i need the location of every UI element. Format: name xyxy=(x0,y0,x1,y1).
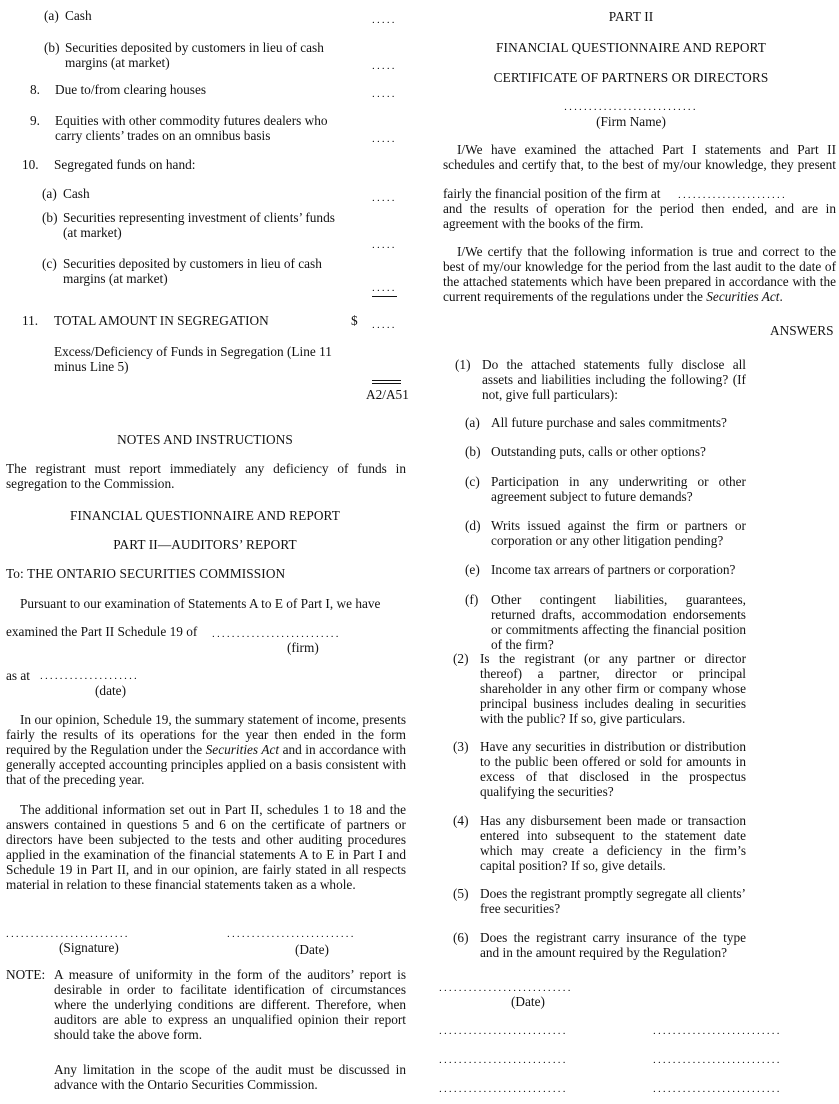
amount-field[interactable]: ..... xyxy=(372,239,397,251)
certify-paragraph-1c: and the results of operation for the period then ended, and are in agreement with the books of the firm. xyxy=(443,201,836,231)
item-label: 9. xyxy=(30,113,40,128)
item-text: TOTAL AMOUNT IN SEGREGATION xyxy=(54,313,269,328)
question-number: (1) xyxy=(455,357,471,372)
question-text: Other contingent liabilities, guarantees, returned drafts, accommodation endorsements or commitments affecting the financial position of the firm? xyxy=(491,592,746,652)
certify-paragraph-1b: fairly the financial position of the firm at xyxy=(443,186,661,201)
certify-act: Securities Act xyxy=(706,289,780,304)
item-label: (b) xyxy=(42,210,58,225)
question-number: (2) xyxy=(453,651,469,666)
item-text: minus Line 5) xyxy=(54,359,129,374)
firm-name-field[interactable]: ........................... xyxy=(564,101,698,113)
examined-text: examined the Part II Schedule 19 of xyxy=(6,624,198,639)
certificate-date-caption: (Date) xyxy=(511,994,545,1009)
question-number: (c) xyxy=(465,474,480,489)
item-text: Due to/from clearing houses xyxy=(55,82,207,97)
question-text: Has any disbursement been made or transaction entered into subsequent to the statement date which may create a deficiency in the firm’s capital position? If so, give details. xyxy=(480,813,746,873)
notes-text: The registrant must report immediately any deficiency of funds in segregation to the Commission. xyxy=(6,461,406,491)
item-text: Cash xyxy=(63,186,90,201)
item-text: Securities representing investment of clients’ funds xyxy=(63,210,335,225)
item-text: margins (at market) xyxy=(63,271,168,286)
signature-date-field[interactable]: .......................... xyxy=(227,928,356,940)
item-label: 8. xyxy=(30,82,40,97)
auditors-report-heading: PART II—AUDITORS’ REPORT xyxy=(113,537,297,552)
amount-field[interactable]: ..... xyxy=(372,60,397,72)
addressee: To: THE ONTARIO SECURITIES COMMISSION xyxy=(6,566,286,581)
currency-symbol: $ xyxy=(351,313,358,328)
opinion-act: Securities Act xyxy=(205,742,280,757)
additional-info-paragraph: The additional information set out in Part II, schedules 1 to 18 and the answers contained in questions 5 and 6 on the certificate of partners or directors have been subjected to the tests and other auditing procedures applied in the examination of the financial statements A to E in Part I and Schedule 19 in Part II, and in our opinion, are fairly stated in all respects material in relation to these financial statements taken as a whole. xyxy=(6,802,406,892)
item-label: (b) xyxy=(44,40,60,55)
question-number: (6) xyxy=(453,930,469,945)
date-field[interactable]: .................... xyxy=(40,670,139,682)
item-label: 11. xyxy=(22,313,39,328)
question-number: (f) xyxy=(465,592,479,607)
signature-field[interactable]: ......................... xyxy=(6,928,130,940)
signature-line-right-1[interactable]: .......................... xyxy=(653,1025,782,1037)
form-code: A2/A51 xyxy=(366,387,409,402)
total-amount-field[interactable]: ..... xyxy=(372,319,397,331)
certificate-date-field[interactable]: ........................... xyxy=(439,982,573,994)
signature-line-right-3[interactable]: .......................... xyxy=(653,1083,782,1095)
as-at-label: as at xyxy=(6,668,30,683)
item-text: Excess/Deficiency of Funds in Segregation (Line 11 xyxy=(54,344,332,359)
item-text: Securities deposited by customers in lieu of cash xyxy=(65,40,324,55)
item-text: (at market) xyxy=(63,225,122,240)
opinion-text-2: and in accordance with generally accepted accounting principles applied on a basis consistent with that of the preceding year. xyxy=(6,742,406,787)
question-number: (4) xyxy=(453,813,469,828)
firm-field[interactable]: .......................... xyxy=(212,628,341,640)
question-text: Writs issued against the firm or partners or corporation or any other litigation pending? xyxy=(491,518,746,548)
certify-paragraph-2: I/We certify that the following information is true and correct to the best of my/our knowledge for the period from the last audit to the date of the attached statements which have been prepared in accordance with the current requirements of the regulations under the Securities Act. xyxy=(443,244,836,304)
double-underline xyxy=(372,380,401,384)
item-text: Cash xyxy=(65,8,92,23)
signature-line-left-2[interactable]: .......................... xyxy=(439,1054,568,1066)
note-label: NOTE: xyxy=(6,967,46,982)
item-text: Securities deposited by customers in lieu of cash xyxy=(63,256,322,271)
opinion-paragraph xyxy=(6,712,406,787)
opinion-text-1: In our opinion, Schedule 19, the summary statement of income, presents fairly the results of its operations for the year then ended in the form required by the Regulation under the xyxy=(6,712,406,757)
question-number: (e) xyxy=(465,562,480,577)
amount-field[interactable]: ..... xyxy=(372,133,397,145)
item-label: (c) xyxy=(42,256,57,271)
note-text-2: Any limitation in the scope of the audit must be discussed in advance with the Ontario Securities Commission. xyxy=(54,1062,406,1092)
question-text: Outstanding puts, calls or other options? xyxy=(491,444,706,459)
item-label: (a) xyxy=(44,8,59,23)
note-text-1: A measure of uniformity in the form of the auditors’ report is desirable in order to facilitate identification of circumstances where the underlying conditions are different. Therefore, when auditors are able to express an unqualified opinion their report should take the above form. xyxy=(54,967,406,1042)
question-text: Does the registrant carry insurance of the type and in the amount required by the Regulation? xyxy=(480,930,746,960)
question-text: Income tax arrears of partners or corporation? xyxy=(491,562,736,577)
firm-name-caption: (Firm Name) xyxy=(596,114,666,129)
question-text: Participation in any underwriting or other agreement subject to future demands? xyxy=(491,474,746,504)
certify-paragraph-1a: I/We have examined the attached Part I statements and Part II schedules and certify that, to the best of my/our knowledge, they present xyxy=(443,142,836,172)
answers-label: ANSWERS xyxy=(770,323,834,338)
certificate-heading: CERTIFICATE OF PARTNERS OR DIRECTORS xyxy=(493,70,769,85)
question-number: (b) xyxy=(465,444,481,459)
item-text: margins (at market) xyxy=(65,55,170,70)
part-heading: PART II xyxy=(608,9,654,24)
signature-date-caption: (Date) xyxy=(295,942,329,957)
question-text: Does the registrant promptly segregate all clients’ free securities? xyxy=(480,886,746,916)
question-number: (3) xyxy=(453,739,469,754)
item-label: 10. xyxy=(22,157,39,172)
notes-heading: NOTES AND INSTRUCTIONS xyxy=(117,432,293,447)
question-number: (5) xyxy=(453,886,469,901)
item-text: Segregated funds on hand: xyxy=(54,157,196,172)
amount-field[interactable]: ..... xyxy=(372,88,397,100)
pursuant-text: Pursuant to our examination of Statements A to E of Part I, we have xyxy=(20,596,381,611)
amount-field[interactable]: ..... xyxy=(372,281,397,297)
date-caption: (date) xyxy=(95,683,127,698)
question-number: (d) xyxy=(465,518,481,533)
question-text: Do the attached statements fully disclose all assets and liabilities including the following? (If not, give full particulars): xyxy=(482,357,746,402)
signature-caption: (Signature) xyxy=(59,940,119,955)
position-date-field[interactable]: ...................... xyxy=(678,189,787,201)
certify-text-2: I/We certify that the following information is true and correct to the best of my/our knowledge for the period from the last audit to the date of the attached statements which have been prepared in accordance with the current requirements of the regulations under the xyxy=(443,244,836,304)
item-text: Equities with other commodity futures dealers who xyxy=(55,113,328,128)
question-text: Have any securities in distribution or distribution to the public been offered or sold for amounts in excess of that disclosed in the prospectus qualifying the securities? xyxy=(480,739,746,799)
question-number: (a) xyxy=(465,415,480,430)
item-text: carry clients’ trades on an omnibus basis xyxy=(55,128,271,143)
fq-heading: FINANCIAL QUESTIONNAIRE AND REPORT xyxy=(70,508,340,523)
signature-line-right-2[interactable]: .......................... xyxy=(653,1054,782,1066)
fq-heading-right: FINANCIAL QUESTIONNAIRE AND REPORT xyxy=(496,40,766,55)
question-text: Is the registrant (or any partner or director thereof) a partner, director or principal shareholder in any other firm or company whose principal business includes dealing in securities with the public? If so, give particulars. xyxy=(480,651,746,726)
question-text: All future purchase and sales commitments? xyxy=(491,415,727,430)
firm-caption: (firm) xyxy=(287,640,319,655)
item-label: (a) xyxy=(42,186,57,201)
amount-field[interactable]: ..... xyxy=(372,192,397,204)
signature-line-left-1[interactable]: .......................... xyxy=(439,1025,568,1037)
signature-line-left-3[interactable]: .......................... xyxy=(439,1083,568,1095)
amount-field[interactable]: ..... xyxy=(372,14,397,26)
